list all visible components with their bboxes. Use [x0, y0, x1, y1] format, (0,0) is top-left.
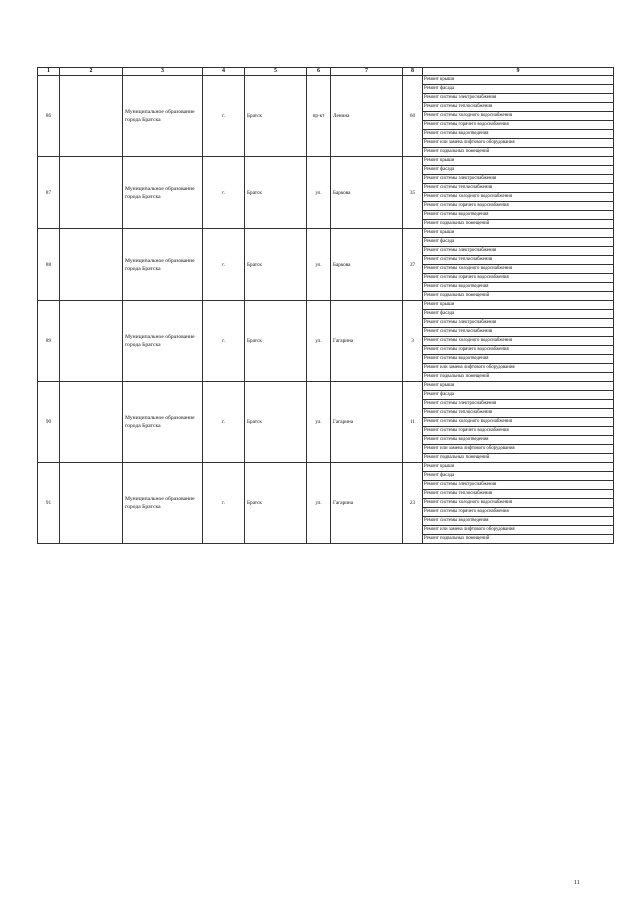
work-item: Ремонт системы водоотведения: [423, 436, 614, 445]
work-item: Ремонт крыши: [423, 229, 614, 238]
work-item: Ремонт системы водоотведения: [423, 355, 614, 364]
work-item: Ремонт системы горячего водоснабжения: [423, 508, 614, 517]
settlement-type-cell: г.: [203, 463, 245, 544]
header-cell-7: 7: [331, 68, 403, 76]
municipality-cell: Муниципальное образование города Братска: [123, 229, 203, 301]
settlement-type-cell: г.: [203, 229, 245, 301]
table-body: [38, 76, 614, 544]
header-cell-3: 3: [123, 68, 203, 76]
table-row: [38, 382, 614, 391]
settlement-type-cell: г.: [203, 382, 245, 463]
work-item: Ремонт системы электроснабжения: [423, 481, 614, 490]
work-item: Ремонт системы электроснабжения: [423, 319, 614, 328]
municipality-cell: Муниципальное образование города Братска: [123, 76, 203, 157]
row-number: 86: [38, 76, 60, 157]
header-row: [38, 68, 614, 76]
page-number: 11: [574, 880, 580, 886]
work-item: Ремонт фасада: [423, 166, 614, 175]
row-number: 87: [38, 157, 60, 229]
header-cell-2: 2: [60, 68, 123, 76]
work-item: Ремонт системы горячего водоснабжения: [423, 346, 614, 355]
work-item: Ремонт системы водоотведения: [423, 517, 614, 526]
work-item: Ремонт фасада: [423, 238, 614, 247]
municipality-cell: Муниципальное образование города Братска: [123, 463, 203, 544]
settlement-cell: Братск: [245, 157, 307, 229]
house-number-cell: 60: [403, 76, 423, 157]
work-item: Ремонт или замена лифтового оборудования: [423, 139, 614, 148]
table-row: [38, 157, 614, 166]
work-item: Ремонт фасада: [423, 472, 614, 481]
work-item: Ремонт системы теплоснабжения: [423, 103, 614, 112]
repair-program-table: [37, 67, 614, 544]
table-row: [38, 301, 614, 310]
header-cell-4: 4: [203, 68, 245, 76]
header-cell-5: 5: [245, 68, 307, 76]
street-type-cell: ул.: [307, 157, 331, 229]
work-item: Ремонт системы горячего водоснабжения: [423, 274, 614, 283]
work-item: Ремонт системы холодного водоснабжения: [423, 265, 614, 274]
work-item: Ремонт фасада: [423, 310, 614, 319]
work-item: Ремонт или замена лифтового оборудования: [423, 445, 614, 454]
work-item: Ремонт системы теплоснабжения: [423, 328, 614, 337]
work-item: Ремонт подвальных помещений: [423, 220, 614, 229]
work-item: Ремонт системы водоотведения: [423, 130, 614, 139]
work-item: Ремонт системы горячего водоснабжения: [423, 427, 614, 436]
work-item: Ремонт системы холодного водоснабжения: [423, 418, 614, 427]
table-row: [38, 76, 614, 85]
work-item: Ремонт системы теплоснабжения: [423, 490, 614, 499]
settlement-cell: Братск: [245, 76, 307, 157]
work-item: Ремонт системы горячего водоснабжения: [423, 202, 614, 211]
street-type-cell: ул.: [307, 301, 331, 382]
work-item: Ремонт крыши: [423, 463, 614, 472]
settlement-cell: Братск: [245, 301, 307, 382]
settlement-cell: Братск: [245, 229, 307, 301]
street-type-cell: ул.: [307, 382, 331, 463]
table-row: [38, 463, 614, 472]
work-item: Ремонт фасада: [423, 391, 614, 400]
street-cell: Гагарина: [331, 301, 403, 382]
row-number: 88: [38, 229, 60, 301]
header-cell-8: 8: [403, 68, 423, 76]
settlement-cell: Братск: [245, 382, 307, 463]
row-number: 90: [38, 382, 60, 463]
work-item: Ремонт системы холодного водоснабжения: [423, 499, 614, 508]
municipality-cell: Муниципальное образование города Братска: [123, 301, 203, 382]
work-item: Ремонт или замена лифтового оборудования: [423, 364, 614, 373]
work-item: Ремонт системы теплоснабжения: [423, 409, 614, 418]
street-cell: Баркова: [331, 229, 403, 301]
street-cell: Гагарина: [331, 382, 403, 463]
street-cell: Баркова: [331, 157, 403, 229]
work-item: Ремонт системы холодного водоснабжения: [423, 112, 614, 121]
table-header: [38, 68, 614, 76]
work-item: Ремонт системы теплоснабжения: [423, 256, 614, 265]
work-item: Ремонт системы холодного водоснабжения: [423, 193, 614, 202]
settlement-type-cell: г.: [203, 76, 245, 157]
municipality-cell: Муниципальное образование города Братска: [123, 157, 203, 229]
work-item: Ремонт крыши: [423, 157, 614, 166]
work-item: Ремонт системы холодного водоснабжения: [423, 337, 614, 346]
work-item: Ремонт системы электроснабжения: [423, 400, 614, 409]
work-item: Ремонт подвальных помещений: [423, 148, 614, 157]
house-number-cell: 37: [403, 229, 423, 301]
settlement-type-cell: г.: [203, 157, 245, 229]
house-number-cell: 23: [403, 463, 423, 544]
table-row: [38, 229, 614, 238]
house-number-cell: 35: [403, 157, 423, 229]
work-item: Ремонт системы электроснабжения: [423, 247, 614, 256]
work-item: Ремонт подвальных помещений: [423, 454, 614, 463]
work-item: Ремонт системы электроснабжения: [423, 175, 614, 184]
house-number-cell: 3: [403, 301, 423, 382]
col-2-cell: [60, 229, 123, 301]
work-item: Ремонт или замена лифтового оборудования: [423, 526, 614, 535]
municipality-cell: Муниципальное образование города Братска: [123, 382, 203, 463]
col-2-cell: [60, 157, 123, 229]
work-item: Ремонт системы водоотведения: [423, 211, 614, 220]
house-number-cell: 11: [403, 382, 423, 463]
work-item: Ремонт системы водоотведения: [423, 283, 614, 292]
work-item: Ремонт подвальных помещений: [423, 373, 614, 382]
street-cell: Ленина: [331, 76, 403, 157]
work-item: Ремонт системы горячего водоснабжения: [423, 121, 614, 130]
street-type-cell: пр-кт: [307, 76, 331, 157]
work-item: Ремонт системы теплоснабжения: [423, 184, 614, 193]
col-2-cell: [60, 301, 123, 382]
work-item: Ремонт фасада: [423, 85, 614, 94]
col-2-cell: [60, 76, 123, 157]
street-cell: Гагарина: [331, 463, 403, 544]
work-item: Ремонт крыши: [423, 301, 614, 310]
street-type-cell: ул.: [307, 463, 331, 544]
settlement-type-cell: г.: [203, 301, 245, 382]
header-cell-9: 9: [423, 68, 614, 76]
row-number: 91: [38, 463, 60, 544]
settlement-cell: Братск: [245, 463, 307, 544]
col-2-cell: [60, 463, 123, 544]
work-item: Ремонт системы электроснабжения: [423, 94, 614, 103]
header-cell-1: 1: [38, 68, 60, 76]
col-2-cell: [60, 382, 123, 463]
work-item: Ремонт подвальных помещений: [423, 292, 614, 301]
header-cell-6: 6: [307, 68, 331, 76]
work-item: Ремонт крыши: [423, 76, 614, 85]
street-type-cell: ул.: [307, 229, 331, 301]
work-item: Ремонт крыши: [423, 382, 614, 391]
row-number: 89: [38, 301, 60, 382]
work-item: Ремонт подвальных помещений: [423, 535, 614, 544]
